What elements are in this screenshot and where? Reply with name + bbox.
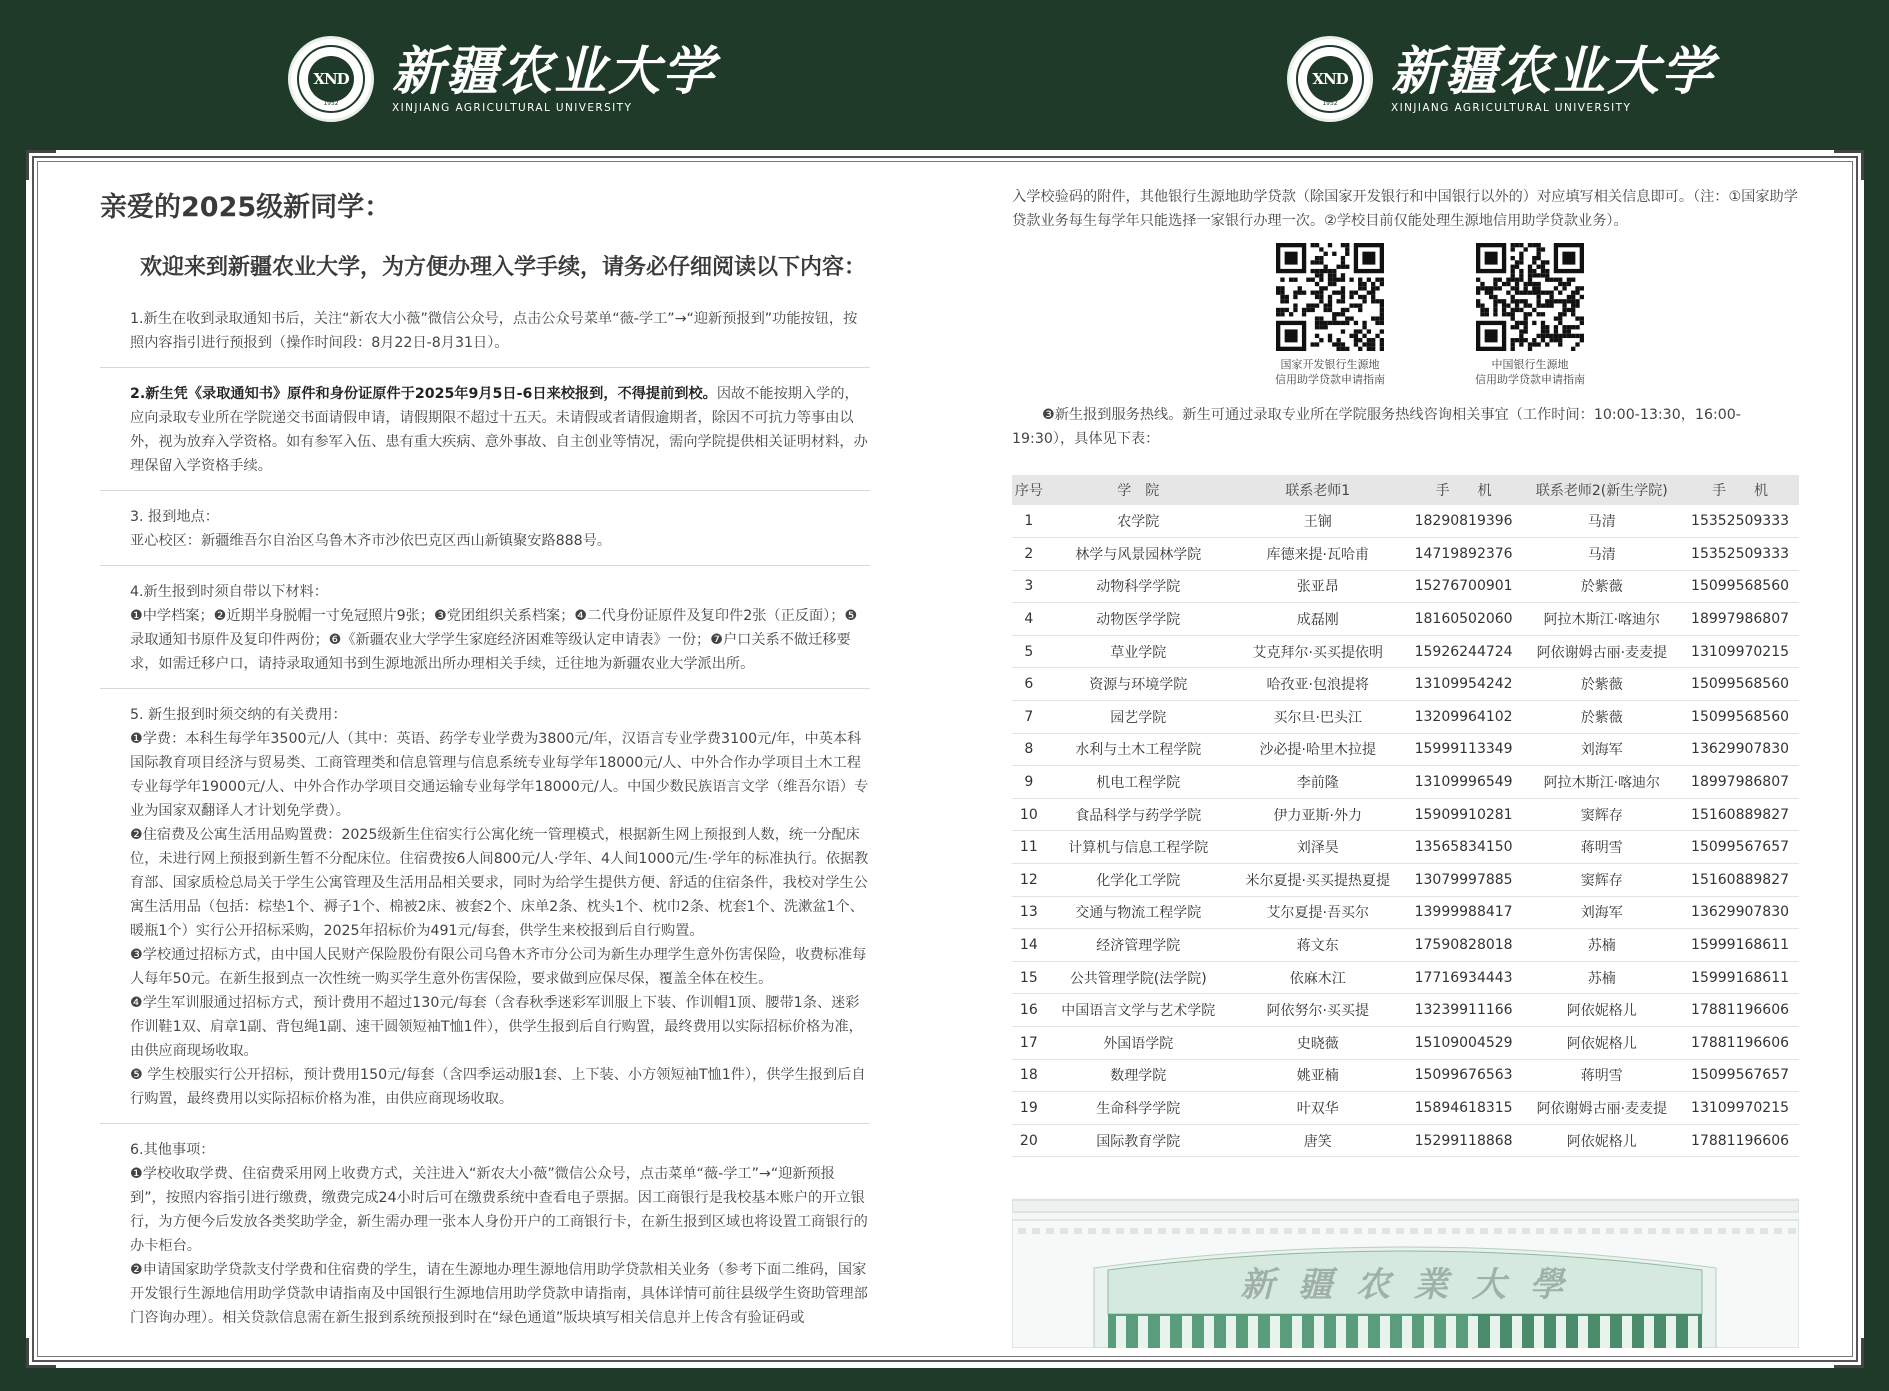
table-cell: 14719892376 <box>1405 538 1523 571</box>
right-column <box>1012 185 1800 1157</box>
table-cell: 15160889827 <box>1681 798 1799 831</box>
table-cell: 18 <box>1012 1059 1046 1092</box>
table-cell: 数理学院 <box>1046 1059 1231 1092</box>
hotline-text: ❸新生报到服务热线。新生可通过录取专业所在学院服务热线咨询相关事宜（工作时间：10:00-13:30，16:00-19:30），具体见下表： <box>1012 407 1741 447</box>
table-cell: 公共管理学院(法学院) <box>1046 961 1231 994</box>
table-cell: 13109954242 <box>1405 668 1523 701</box>
section-preregister: 1.新生在收到录取通知书后，关注“新农大小薇”微信公众号，点击公众号菜单“薇-学工”→“迎新预报到”功能按钮，按照内容指引进行预报到（操作时间段：8月22日-8月31日）。 <box>100 293 870 368</box>
table-cell: 17881196606 <box>1681 1027 1799 1060</box>
table-cell: 13209964102 <box>1405 701 1523 734</box>
left-column <box>100 185 870 1342</box>
table-row <box>1012 570 1799 603</box>
table-cell: 林学与风景园林学院 <box>1046 538 1231 571</box>
table-row <box>1012 994 1799 1027</box>
table-cell: 15099568560 <box>1681 570 1799 603</box>
greeting-heading: 亲爱的2025级新同学： <box>100 192 392 223</box>
table-cell: 动物科学学院 <box>1046 570 1231 603</box>
table-cell: 7 <box>1012 701 1046 734</box>
table-cell: 窦辉存 <box>1523 864 1682 897</box>
table-cell: 18160502060 <box>1405 603 1523 636</box>
table-cell: 15926244724 <box>1405 635 1523 668</box>
section-other: 6.其他事项： ❶学校收取学费、住宿费采用网上收费方式，关注进入“新农大小薇”微信公众号，点击菜单“薇-学工”→“迎新预报到”，按照内容指引进行缴费，缴费完成24小时后可在缴费系统中查看电子票据。因工商银行是我校基本账户的开立银行，为方便今后发放各类奖助学金，新生需办理一张本人身份开户的工商银行卡，在新生报到区域也将设置工商银行的办卡柜台。 ❷申请国家助学贷款支付学费和住宿费的学生，请在生源地办理生源地信用助学贷款相关业务（参考下面二维码，国家开发银行生源地信用助学贷款申请指南及中国银行生源地信用助学贷款申请指南，具体详情可前往县级学生资助管理部门咨询办理）。相关贷款信息需在新生报到系统预报到时在“绿色通道”版块填写相关信息并上传含有验证码或 <box>130 1142 868 1326</box>
qr-boc[interactable]: 中国银行生源地 信用助学贷款申请指南 <box>1450 243 1610 387</box>
table-cell: 2 <box>1012 538 1046 571</box>
table-cell: 13629907830 <box>1681 896 1799 929</box>
table-cell: 15099568560 <box>1681 701 1799 734</box>
table-cell: 15299118868 <box>1405 1124 1523 1157</box>
welcome-line: 欢迎来到新疆农业大学，为方便办理入学手续，请务必仔细阅读以下内容： <box>140 255 867 280</box>
table-cell: 13 <box>1012 896 1046 929</box>
table-cell: 3 <box>1012 570 1046 603</box>
table-row <box>1012 766 1799 799</box>
section-location: 3. 报到地点： 亚心校区：新疆维吾尔自治区乌鲁木齐市沙依巴克区西山新镇聚安路888号。 <box>100 491 870 566</box>
table-cell: 阿依谢姆古丽·麦麦提 <box>1523 635 1682 668</box>
table-cell: 蒋明雪 <box>1523 1059 1682 1092</box>
table-cell: 15352509333 <box>1681 505 1799 538</box>
table-cell: 17590828018 <box>1405 929 1523 962</box>
table-cell: 17 <box>1012 1027 1046 1060</box>
section-fees: 5. 新生报到时须交纳的有关费用： ❶学费：本科生每学年3500元/人（其中：英语、药学专业学费为3800元/年，汉语言专业学费3100元/年，中英本科国际教育项目经济与贸易类、工商管理类和信息管理与信息系统专业每学年18000元/人、中外合作办学项目土木工程专业每学年19000元/人、中外合作办学项目交通运输专业每学年18000元/人。中国少数民族语言文学（维吾尔语）专业为国家双翻译人才计划免学费）。 ❷住宿费及公寓生活用品购置费：2025级新生住宿实行公寓化统一管理模式，根据新生网上预报到人数，统一分配床位，未进行网上预报到新生暂不分配床位。住宿费按6人间800元/人·学年、4人间1000元/生·学年的标准执行。依据教育部、国家质检总局关于学生公寓管理及生活用品相关要求，同时为给学生提供方便、舒适的住宿条件，我校对学生公寓生活用品（包括：棕垫1个、褥子1个、棉被2床、被套2个、床单2条、枕头1个、枕巾2条、枕套1个、洗漱盆1个、暖瓶1个）实行公开招标采购，2025年招标价为491元/每套，供学生来校报到后自行购置。 ❸学校通过招标方式，由中国人民财产保险股份有限公司乌鲁木齐市分公司为新生办理学生意外伤害保险，收费标准每人每年50元。在新生报到点一次性统一购买学生意外伤害保险，要求做到应保尽保，覆盖全体在校生。 ❹学生军训服通过招标方式，预计费用不超过130元/每套（含春秋季迷彩军训服上下装、作训帽1顶、腰带1条、迷彩作训鞋1双、肩章1副、背包绳1副、速干圆领短袖T恤1件），供学生报到后自行购置，最终费用以实际招标价格为准，由供应商现场收取。 ❺ 学生校服实行公开招标，预计费用150元/每套（含四季运动服1套、上下装、小方领短袖T恤1件），供学生报到后自行购置，最终费用以实际招标价格为准，由供应商现场收取。 <box>100 689 870 1124</box>
table-cell: 13565834150 <box>1405 831 1523 864</box>
university-name-en: XINJIANG AGRICULTURAL UNIVERSITY <box>392 102 633 114</box>
table-cell: 13629907830 <box>1681 733 1799 766</box>
table-row <box>1012 603 1799 636</box>
table-row <box>1012 864 1799 897</box>
table-cell: 18997986807 <box>1681 766 1799 799</box>
table-cell: 艾尔夏提·吾买尔 <box>1231 896 1405 929</box>
table-cell: 10 <box>1012 798 1046 831</box>
table-cell: 阿拉木斯江·喀迪尔 <box>1523 603 1682 636</box>
table-cell: 12 <box>1012 864 1046 897</box>
table-cell: 资源与环境学院 <box>1046 668 1231 701</box>
table-cell: 15999168611 <box>1681 929 1799 962</box>
table-cell: 15894618315 <box>1405 1092 1523 1125</box>
table-cell: 15099567657 <box>1681 831 1799 864</box>
table-header-cell: 学 院 <box>1046 475 1231 505</box>
table-cell: 於紫薇 <box>1523 701 1682 734</box>
table-cell: 生命科学学院 <box>1046 1092 1231 1125</box>
qr-code-icon[interactable] <box>1276 243 1384 351</box>
table-cell: 16 <box>1012 994 1046 1027</box>
table-header-cell: 联系老师1 <box>1231 475 1405 505</box>
table-cell: 6 <box>1012 668 1046 701</box>
table-cell: 15352509333 <box>1681 538 1799 571</box>
table-cell: 艾克拜尔·买买提依明 <box>1231 635 1405 668</box>
table-cell: 15109004529 <box>1405 1027 1523 1060</box>
table-cell: 买尔旦·巴头江 <box>1231 701 1405 734</box>
table-cell: 15999113349 <box>1405 733 1523 766</box>
table-cell: 阿依妮格儿 <box>1523 994 1682 1027</box>
table-cell: 18290819396 <box>1405 505 1523 538</box>
table-cell: 交通与物流工程学院 <box>1046 896 1231 929</box>
hotline-table <box>1012 475 1799 1157</box>
table-cell: 15099567657 <box>1681 1059 1799 1092</box>
table-header-cell: 联系老师2(新生学院) <box>1523 475 1682 505</box>
table-cell: 15909910281 <box>1405 798 1523 831</box>
table-row <box>1012 1124 1799 1157</box>
table-cell: 园艺学院 <box>1046 701 1231 734</box>
table-cell: 1 <box>1012 505 1046 538</box>
table-cell: 5 <box>1012 635 1046 668</box>
table-cell: 农学院 <box>1046 505 1231 538</box>
table-row <box>1012 701 1799 734</box>
table-cell: 依麻木江 <box>1231 961 1405 994</box>
table-cell: 动物医学学院 <box>1046 603 1231 636</box>
table-cell: 18997986807 <box>1681 603 1799 636</box>
table-cell: 13109970215 <box>1681 635 1799 668</box>
university-seal: XND 1952 <box>1287 36 1373 122</box>
table-cell: 15099568560 <box>1681 668 1799 701</box>
table-cell: 於紫薇 <box>1523 570 1682 603</box>
table-header-cell: 手 机 <box>1405 475 1523 505</box>
table-row <box>1012 635 1799 668</box>
table-cell: 化学化工学院 <box>1046 864 1231 897</box>
table-cell: 19 <box>1012 1092 1046 1125</box>
table-header-cell: 序号 <box>1012 475 1046 505</box>
table-cell: 阿拉木斯江·喀迪尔 <box>1523 766 1682 799</box>
university-seal: XND 1952 <box>288 36 374 122</box>
table-cell: 国际教育学院 <box>1046 1124 1231 1157</box>
qr-cdb[interactable]: 国家开发银行生源地 信用助学贷款申请指南 <box>1250 243 1410 387</box>
table-row <box>1012 538 1799 571</box>
table-cell: 刘海军 <box>1523 733 1682 766</box>
university-logo-right <box>1287 34 1715 124</box>
table-cell: 15999168611 <box>1681 961 1799 994</box>
table-cell: 哈孜亚·包浪提将 <box>1231 668 1405 701</box>
university-name-cn: 新疆农业大学 <box>1391 41 1716 102</box>
campus-building-illustration <box>1012 1198 1799 1348</box>
table-cell: 15160889827 <box>1681 864 1799 897</box>
table-cell: 13109970215 <box>1681 1092 1799 1125</box>
table-cell: 蒋明雪 <box>1523 831 1682 864</box>
table-cell: 13999988417 <box>1405 896 1523 929</box>
table-cell: 中国语言文学与艺术学院 <box>1046 994 1231 1027</box>
table-cell: 苏楠 <box>1523 961 1682 994</box>
table-cell: 於紫薇 <box>1523 668 1682 701</box>
table-cell: 15099676563 <box>1405 1059 1523 1092</box>
table-row <box>1012 733 1799 766</box>
university-name-en: XINJIANG AGRICULTURAL UNIVERSITY <box>1391 102 1632 114</box>
table-cell: 刘泽昊 <box>1231 831 1405 864</box>
table-cell: 13239911166 <box>1405 994 1523 1027</box>
table-row <box>1012 929 1799 962</box>
table-cell: 刘海军 <box>1523 896 1682 929</box>
table-cell: 机电工程学院 <box>1046 766 1231 799</box>
table-cell: 阿依谢姆古丽·麦麦提 <box>1523 1092 1682 1125</box>
table-cell: 伊力亚斯·外力 <box>1231 798 1405 831</box>
table-cell: 20 <box>1012 1124 1046 1157</box>
table-cell: 张亚昂 <box>1231 570 1405 603</box>
table-row <box>1012 1059 1799 1092</box>
table-cell: 17716934443 <box>1405 961 1523 994</box>
table-row <box>1012 831 1799 864</box>
table-cell: 13109996549 <box>1405 766 1523 799</box>
table-cell: 唐笑 <box>1231 1124 1405 1157</box>
table-cell: 阿依妮格儿 <box>1523 1027 1682 1060</box>
loan-note: 入学校验码的附件，其他银行生源地助学贷款（除国家开发银行和中国银行以外的）对应填写相关信息即可。（注：①国家助学贷款业务每生每学年只能选择一家银行办理一次。②学校目前仅能处理生源地信用助学贷款业务）。 <box>1012 189 1798 229</box>
table-cell: 11 <box>1012 831 1046 864</box>
table-row <box>1012 961 1799 994</box>
table-cell: 15276700901 <box>1405 570 1523 603</box>
table-cell: 水利与土木工程学院 <box>1046 733 1231 766</box>
table-cell: 草业学院 <box>1046 635 1231 668</box>
table-cell: 姚亚楠 <box>1231 1059 1405 1092</box>
table-cell: 叶双华 <box>1231 1092 1405 1125</box>
table-cell: 沙必提·哈里木拉提 <box>1231 733 1405 766</box>
table-row <box>1012 505 1799 538</box>
table-cell: 13079997885 <box>1405 864 1523 897</box>
table-row <box>1012 668 1799 701</box>
table-row <box>1012 798 1799 831</box>
table-row <box>1012 896 1799 929</box>
table-cell: 王锎 <box>1231 505 1405 538</box>
report-date-bold: 2.新生凭《录取通知书》原件和身份证原件于2025年9月5日-6日来校报到，不得提前到校。 <box>130 386 717 402</box>
table-cell: 外国语学院 <box>1046 1027 1231 1060</box>
table-cell: 经济管理学院 <box>1046 929 1231 962</box>
table-cell: 阿依努尔·买买提 <box>1231 994 1405 1027</box>
table-cell: 食品科学与药学学院 <box>1046 798 1231 831</box>
table-cell: 4 <box>1012 603 1046 636</box>
table-row <box>1012 1027 1799 1060</box>
table-cell: 蒋文东 <box>1231 929 1405 962</box>
section-materials: 4.新生报到时须自带以下材料： ❶中学档案；❷近期半身脱帽一寸免冠照片9张；❸党团组织关系档案；❹二代身份证原件及复印件2张（正反面）；❺录取通知书原件及复印件两份；❻《新疆农业大学学生家庭经济困难等级认定申请表》一份；❼户口关系不做迁移要求，如需迁移户口，请持录取通知书到生源地派出所办理相关手续，迁往地为新疆农业大学派出所。 <box>100 566 870 689</box>
table-cell: 阿依妮格儿 <box>1523 1124 1682 1157</box>
table-cell: 计算机与信息工程学院 <box>1046 831 1231 864</box>
table-header-cell: 手 机 <box>1681 475 1799 505</box>
qr-code-icon[interactable] <box>1476 243 1584 351</box>
table-cell: 马清 <box>1523 505 1682 538</box>
table-cell: 米尔夏提·买买提热夏提 <box>1231 864 1405 897</box>
table-cell: 14 <box>1012 929 1046 962</box>
building-sign: 新 疆 农 業 大 學 <box>1240 1265 1570 1305</box>
table-cell: 8 <box>1012 733 1046 766</box>
table-cell: 库德来提·瓦哈甫 <box>1231 538 1405 571</box>
university-name-cn: 新疆农业大学 <box>392 41 717 102</box>
table-cell: 苏楠 <box>1523 929 1682 962</box>
table-cell: 17881196606 <box>1681 994 1799 1027</box>
table-cell: 窦辉存 <box>1523 798 1682 831</box>
table-cell: 17881196606 <box>1681 1124 1799 1157</box>
table-cell: 9 <box>1012 766 1046 799</box>
table-cell: 成磊刚 <box>1231 603 1405 636</box>
table-cell: 李前隆 <box>1231 766 1405 799</box>
university-logo-left <box>288 34 716 124</box>
table-cell: 马清 <box>1523 538 1682 571</box>
table-cell: 史晓薇 <box>1231 1027 1405 1060</box>
table-cell: 15 <box>1012 961 1046 994</box>
table-row <box>1012 1092 1799 1125</box>
section-report-date: 2.新生凭《录取通知书》原件和身份证原件于2025年9月5日-6日来校报到，不得提前到校。因故不能按期入学的，应向录取专业所在学院递交书面请假申请，请假期限不超过十五天。未请假或者请假逾期者，除因不可抗力等事由以外，视为放弃入学资格。如有参军入伍、患有重大疾病、意外事故、自主创业等情况，需向学院提供相关证明材料，办理保留入学资格手续。 <box>100 368 870 491</box>
